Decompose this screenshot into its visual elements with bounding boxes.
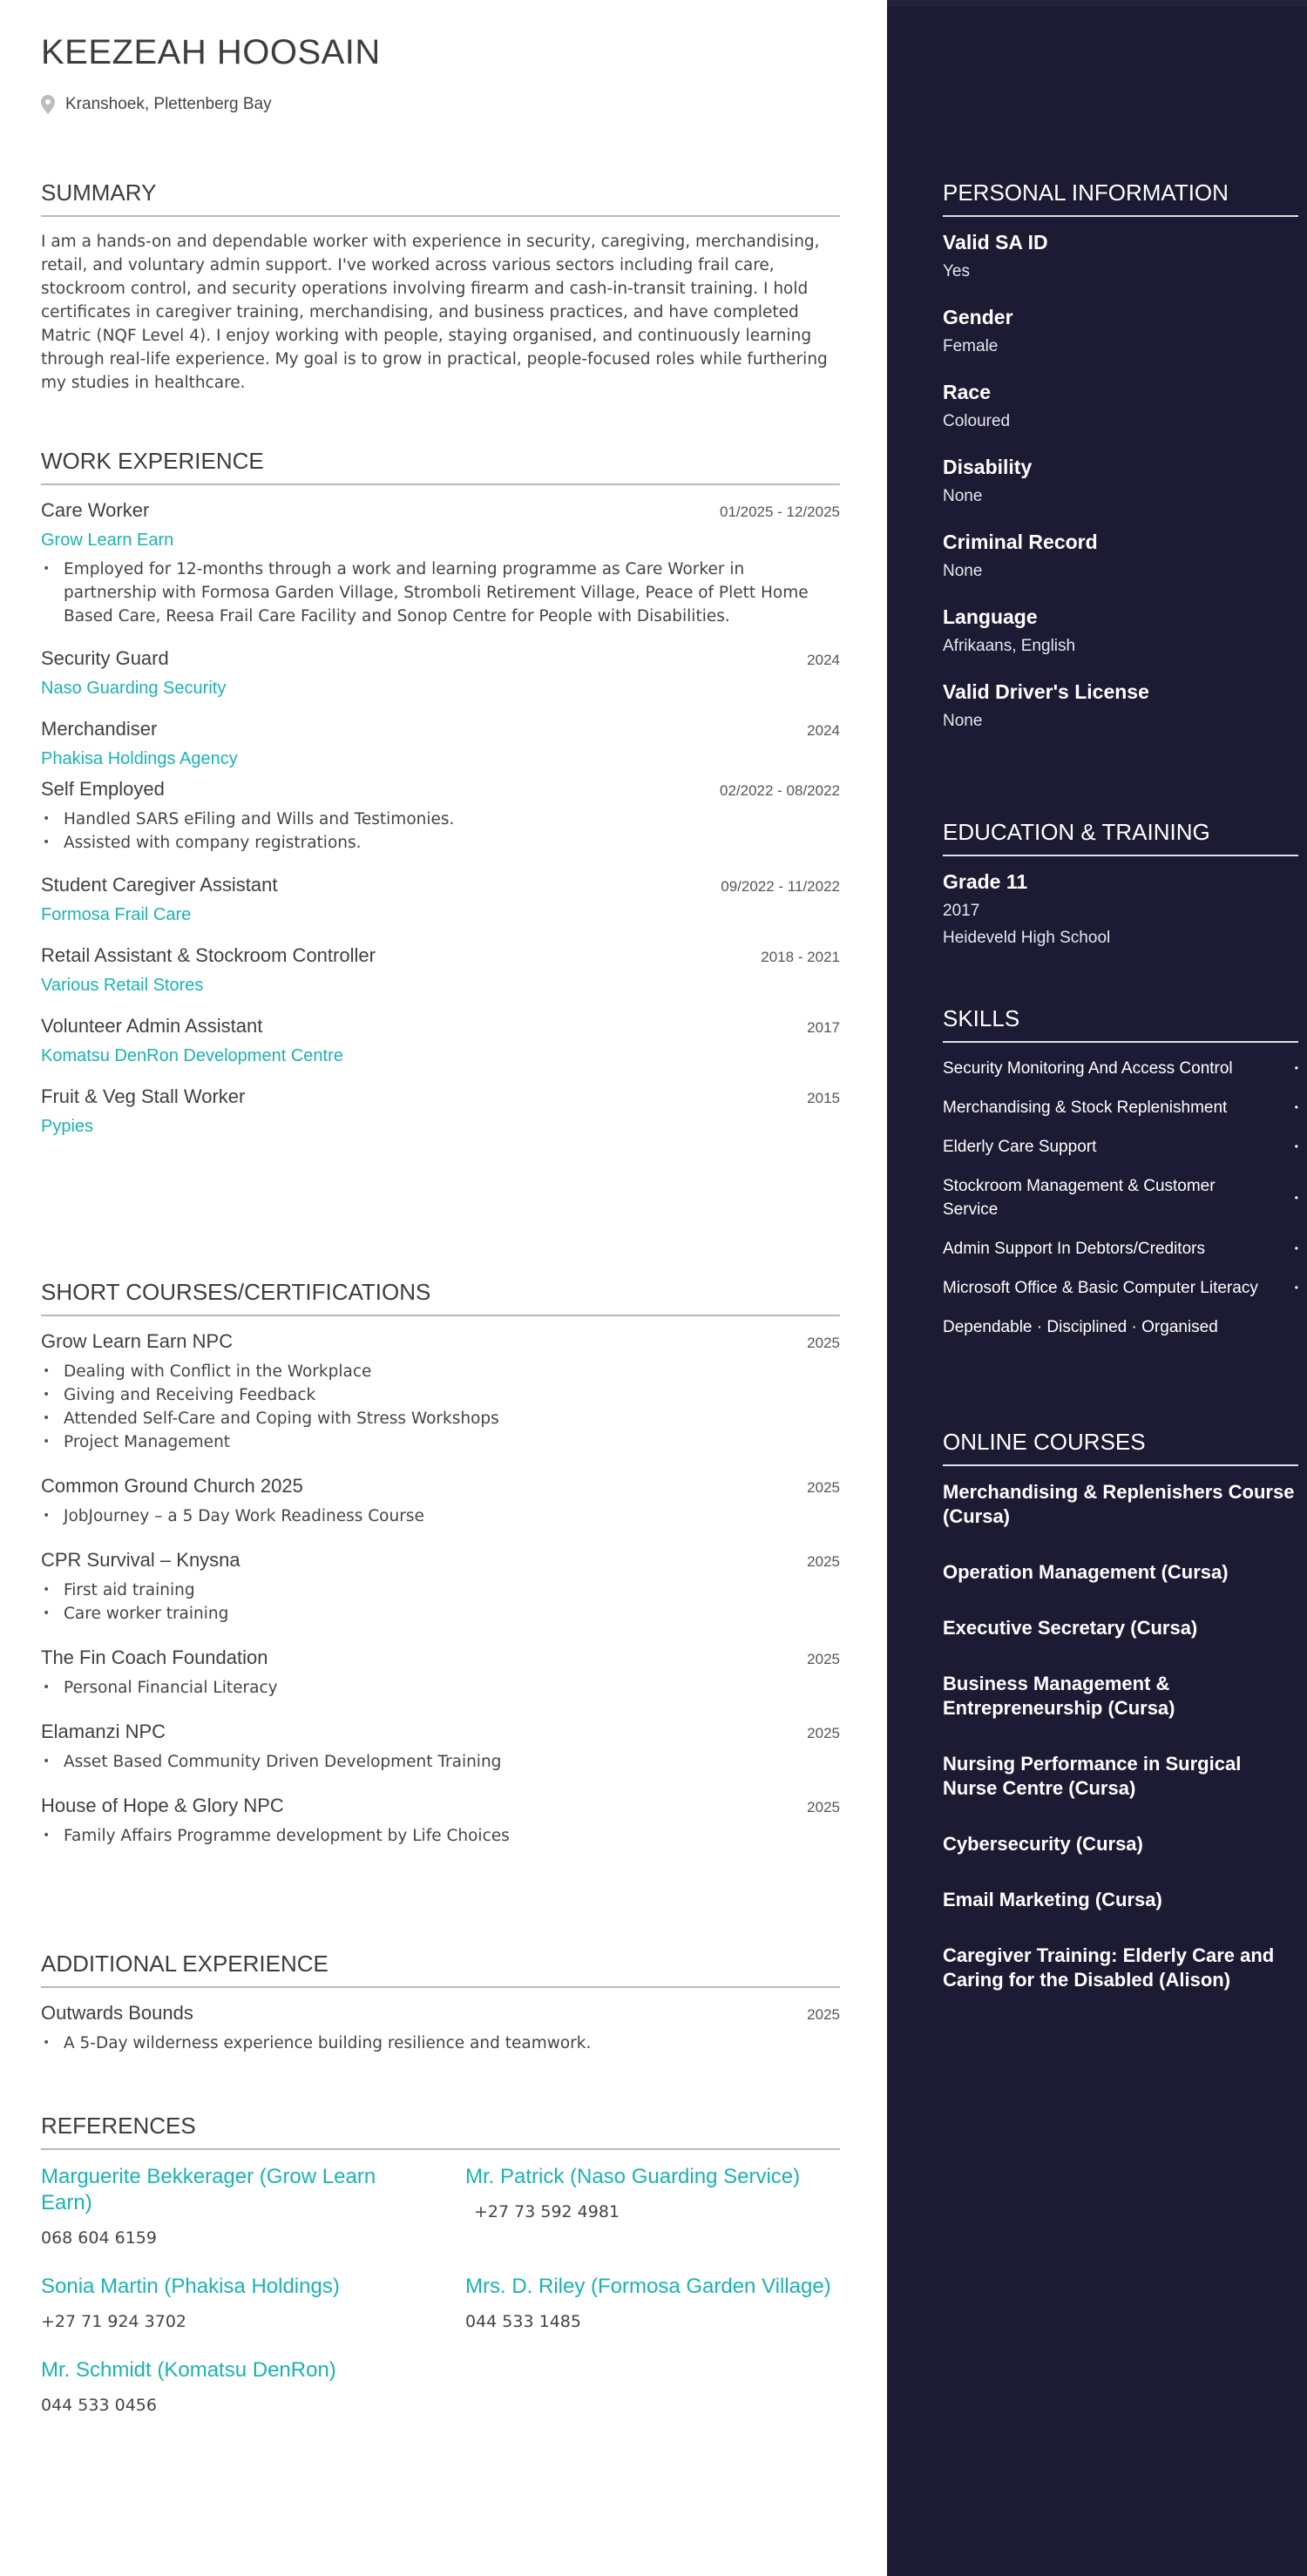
- education-year: 2017: [943, 902, 980, 920]
- additional-date: 2025: [807, 2006, 840, 2023]
- courses-date: 2025: [807, 1335, 840, 1351]
- education-section: [943, 819, 1298, 948]
- job-date: 01/2025 - 12/2025: [719, 504, 840, 520]
- courses-section: [41, 1279, 840, 1848]
- personal-value: None: [943, 487, 983, 505]
- job-date: 2017: [807, 1019, 840, 1036]
- courses-entry-header: [41, 1721, 840, 1743]
- summary-heading: SUMMARY: [41, 179, 840, 217]
- job-date: 2024: [807, 722, 840, 739]
- personal-label: Disability: [943, 456, 1033, 478]
- skill-separator: •: [1294, 1191, 1298, 1204]
- personal-item: [943, 605, 1298, 656]
- job-bullet: • Handled SARS eFiling and Wills and Testimonies.: [64, 808, 840, 831]
- reference-phone: 068 604 6159: [41, 2228, 157, 2248]
- reference-phone: +27 73 592 4981: [474, 2202, 620, 2221]
- courses-date: 2025: [807, 1479, 840, 1496]
- company-name: Pypies: [41, 1117, 94, 1136]
- online-course: Cybersecurity (Cursa): [943, 1833, 1143, 1855]
- skill-separator: •: [1294, 1140, 1298, 1153]
- additional-heading: ADDITIONAL EXPERIENCE: [41, 1951, 840, 1988]
- courses-entry-header: [41, 1549, 840, 1572]
- courses-bullets: [41, 1360, 840, 1454]
- reference-phone: 044 533 0456: [41, 2396, 157, 2415]
- courses-bullet: • Asset Based Community Driven Development Training: [64, 1750, 840, 1774]
- skill-item: [943, 1096, 1298, 1119]
- location-pin-icon: [41, 95, 55, 114]
- skill-label: Stockroom Management & Customer Service: [943, 1177, 1216, 1219]
- reference-phone: 044 533 1485: [465, 2312, 581, 2331]
- location: [41, 95, 272, 114]
- courses-bullet: • Family Affairs Programme development by Life Choices: [64, 1824, 840, 1848]
- courses-bullet: • Care worker training: [64, 1602, 840, 1626]
- courses-bullet: • First aid training: [64, 1579, 840, 1602]
- skill-separator: ·: [1127, 1318, 1142, 1336]
- reference-entry: [41, 2274, 465, 2331]
- reference-entry: [465, 2164, 840, 2248]
- courses-bullet: • JobJourney – a 5 Day Work Readiness Course: [64, 1504, 840, 1528]
- work-entry-header: [41, 1085, 840, 1108]
- personal-item: [943, 306, 1298, 356]
- additional-entry-header: [41, 2002, 840, 2025]
- skill-separator: ·: [1032, 1318, 1047, 1336]
- education-heading: EDUCATION & TRAINING: [943, 819, 1298, 856]
- skill-item: [943, 1174, 1298, 1221]
- education-degree: Grade 11: [943, 870, 1028, 893]
- courses-entry-header: [41, 1646, 840, 1669]
- skill-label: Security Monitoring And Access Control: [943, 1059, 1233, 1078]
- work-entry: [41, 1015, 840, 1066]
- personal-value: Afrikaans, English: [943, 637, 1076, 655]
- skill-label: Elderly Care Support: [943, 1138, 1097, 1156]
- personal-section: [943, 179, 1298, 731]
- online-course: Merchandising & Replenishers Course (Cursa): [943, 1481, 1295, 1527]
- skills-heading: SKILLS: [943, 1005, 1298, 1043]
- work-entry: [41, 499, 840, 628]
- work-entry: [41, 778, 840, 855]
- courses-bullet: • Attended Self-Care and Coping with Stress Workshops: [64, 1407, 840, 1430]
- work-entry: [41, 1085, 840, 1137]
- personal-value: None: [943, 712, 983, 730]
- courses-entry: [41, 1330, 840, 1454]
- location-text: Kranshoek, Plettenberg Bay: [65, 95, 272, 113]
- personal-label: Criminal Record: [943, 531, 1098, 553]
- summary-text: I am a hands-on and dependable worker with experience in security, caregiving, merchandising, retail, and voluntary admin support. I've worked across various sectors including frail care, stockroom control, and security operations involving firearm and cash-in-transit training. I hold certificates in caregiver training, merchandising, and business practices, and have completed Matric (NQF Level 4). I enjoy working with people, staying organised, and continuously learning through real-life experience. My goal is to grow in practical, people-focused roles while furthering my studies in healthcare.: [41, 233, 828, 392]
- skill-traits: [943, 1315, 1298, 1339]
- skill-item: [943, 1237, 1298, 1261]
- reference-name: Mr. Patrick (Naso Guarding Service): [465, 2165, 801, 2188]
- courses-bullets: [41, 1750, 840, 1774]
- online-course: Executive Secretary (Cursa): [943, 1617, 1198, 1639]
- work-entry-header: [41, 718, 840, 740]
- skill-item: [943, 1276, 1298, 1300]
- skill-trait: Dependable: [943, 1318, 1033, 1336]
- work-entry-header: [41, 499, 840, 522]
- work-entry-header: [41, 1015, 840, 1038]
- skill-separator: •: [1294, 1101, 1298, 1113]
- work-entry: [41, 944, 840, 996]
- skill-label: Microsoft Office & Basic Computer Literacy: [943, 1279, 1258, 1297]
- reference-entry: [41, 2357, 465, 2415]
- skills-section: [943, 1005, 1298, 1339]
- company-name: Komatsu DenRon Development Centre: [41, 1046, 343, 1065]
- job-title: Student Caregiver Assistant: [41, 874, 278, 896]
- courses-entry-header: [41, 1795, 840, 1817]
- personal-value: None: [943, 562, 983, 580]
- courses-date: 2025: [807, 1725, 840, 1741]
- personal-label: Language: [943, 605, 1038, 628]
- online-course: Caregiver Training: Elderly Care and Caring for the Disabled (Alison): [943, 1944, 1275, 1991]
- courses-bullets: [41, 1579, 840, 1626]
- additional-bullets: [41, 2032, 840, 2055]
- courses-bullet: • Personal Financial Literacy: [64, 1676, 840, 1700]
- courses-title: Grow Learn Earn NPC: [41, 1330, 234, 1352]
- courses-bullet: • Giving and Receiving Feedback: [64, 1383, 840, 1407]
- online-courses-section: [943, 1429, 1298, 1992]
- job-bullet: • Assisted with company registrations.: [64, 831, 840, 855]
- additional-bullet: • A 5-Day wilderness experience building resilience and teamwork.: [64, 2032, 840, 2055]
- references-grid: [41, 2164, 840, 2415]
- job-date: 09/2022 - 11/2022: [721, 878, 840, 895]
- work-section: [41, 448, 840, 1137]
- work-heading: WORK EXPERIENCE: [41, 448, 840, 485]
- job-title: Retail Assistant & Stockroom Controller: [41, 944, 376, 966]
- job-title: Fruit & Veg Stall Worker: [41, 1085, 246, 1107]
- personal-label: Valid SA ID: [943, 231, 1048, 254]
- work-entry-header: [41, 647, 840, 670]
- reference-entry: [41, 2164, 465, 2248]
- reference-name: Marguerite Bekkerager (Grow Learn Earn): [41, 2165, 376, 2214]
- skill-trait: Disciplined: [1046, 1318, 1128, 1336]
- personal-item: [943, 231, 1298, 281]
- company-name: Phakisa Holdings Agency: [41, 749, 238, 768]
- courses-entry: [41, 1721, 840, 1774]
- skill-item: [943, 1135, 1298, 1159]
- courses-date: 2025: [807, 1553, 840, 1570]
- courses-entry: [41, 1549, 840, 1626]
- reference-name: Sonia Martin (Phakisa Holdings): [41, 2275, 340, 2298]
- courses-entry: [41, 1795, 840, 1848]
- courses-entry: [41, 1646, 840, 1700]
- job-bullet: • Employed for 12-months through a work and learning programme as Care Worker in partnership with Formosa Garden Village, Stromboli Retirement Village, Peace of Plett Home Based Care, Reesa Frail Care Facility and Sonop Centre for People with Disabilities.: [64, 558, 840, 628]
- online-course: Email Marketing (Cursa): [943, 1889, 1162, 1910]
- job-bullets: [41, 808, 840, 855]
- personal-item: [943, 680, 1298, 731]
- job-title: Security Guard: [41, 647, 169, 669]
- additional-title: Outwards Bounds: [41, 2002, 193, 2024]
- company-name: Formosa Frail Care: [41, 905, 192, 924]
- courses-title: CPR Survival – Knysna: [41, 1549, 240, 1571]
- online-courses-heading: ONLINE COURSES: [943, 1429, 1298, 1466]
- additional-section: [41, 1951, 840, 2055]
- personal-item: [943, 381, 1298, 431]
- sidebar: [887, 0, 1307, 2576]
- skill-separator: •: [1294, 1242, 1298, 1254]
- personal-heading: PERSONAL INFORMATION: [943, 179, 1298, 217]
- work-entry: [41, 718, 840, 769]
- courses-title: The Fin Coach Foundation: [41, 1646, 268, 1668]
- online-course: Operation Management (Cursa): [943, 1561, 1229, 1583]
- courses-title: Elamanzi NPC: [41, 1721, 166, 1742]
- job-title: Merchandiser: [41, 718, 158, 740]
- job-title: Care Worker: [41, 499, 150, 521]
- work-entry: [41, 874, 840, 925]
- work-entry-header: [41, 778, 840, 801]
- job-date: 2024: [807, 652, 840, 668]
- work-entry-header: [41, 944, 840, 967]
- personal-value: Coloured: [943, 412, 1011, 430]
- job-title: Self Employed: [41, 778, 165, 800]
- personal-label: Race: [943, 381, 991, 403]
- skill-separator: •: [1294, 1281, 1298, 1294]
- personal-item: [943, 531, 1298, 581]
- courses-bullets: [41, 1504, 840, 1528]
- personal-item: [943, 456, 1298, 506]
- reference-name: Mr. Schmidt (Komatsu DenRon): [41, 2358, 336, 2382]
- courses-bullet: • Dealing with Conflict in the Workplace: [64, 1360, 840, 1383]
- summary-section: [41, 179, 840, 395]
- personal-label: Gender: [943, 306, 1013, 328]
- personal-value: Yes: [943, 262, 970, 281]
- skill-item: [943, 1057, 1298, 1080]
- work-entry: [41, 647, 840, 699]
- skill-label: Merchandising & Stock Replenishment: [943, 1099, 1228, 1117]
- education-school: Heideveld High School: [943, 929, 1111, 947]
- online-course: Business Management & Entrepreneurship (Cursa): [943, 1673, 1175, 1719]
- references-heading: REFERENCES: [41, 2113, 840, 2150]
- skill-separator: •: [1294, 1062, 1298, 1074]
- courses-title: House of Hope & Glory NPC: [41, 1795, 284, 1816]
- courses-bullet: • Project Management: [64, 1430, 840, 1454]
- reference-entry: [465, 2274, 840, 2331]
- job-date: 02/2022 - 08/2022: [719, 782, 840, 799]
- candidate-name: KEEZEAH HOOSAIN: [41, 33, 381, 71]
- courses-heading: SHORT COURSES/CERTIFICATIONS: [41, 1279, 840, 1316]
- job-date: 2018 - 2021: [761, 949, 840, 965]
- courses-title: Common Ground Church 2025: [41, 1475, 303, 1497]
- job-title: Volunteer Admin Assistant: [41, 1015, 263, 1037]
- reference-phone: +27 71 924 3702: [41, 2312, 187, 2331]
- courses-date: 2025: [807, 1799, 840, 1815]
- courses-entry-header: [41, 1330, 840, 1353]
- company-name: Grow Learn Earn: [41, 531, 174, 550]
- references-section: [41, 2113, 840, 2415]
- work-entry-header: [41, 874, 840, 896]
- personal-value: Female: [943, 337, 999, 355]
- courses-bullets: [41, 1824, 840, 1848]
- skill-label: Admin Support In Debtors/Creditors: [943, 1240, 1205, 1258]
- job-bullets: [41, 558, 840, 628]
- courses-entry: [41, 1475, 840, 1528]
- additional-entry: [41, 2002, 840, 2055]
- skill-trait: Organised: [1141, 1318, 1218, 1336]
- company-name: Various Retail Stores: [41, 976, 204, 995]
- company-name: Naso Guarding Security: [41, 679, 227, 698]
- online-course: Nursing Performance in Surgical Nurse Centre (Cursa): [943, 1753, 1242, 1799]
- job-date: 2015: [807, 1090, 840, 1106]
- courses-entry-header: [41, 1475, 840, 1498]
- courses-date: 2025: [807, 1651, 840, 1667]
- courses-bullets: [41, 1676, 840, 1700]
- reference-name: Mrs. D. Riley (Formosa Garden Village): [465, 2275, 831, 2298]
- personal-label: Valid Driver's License: [943, 680, 1149, 703]
